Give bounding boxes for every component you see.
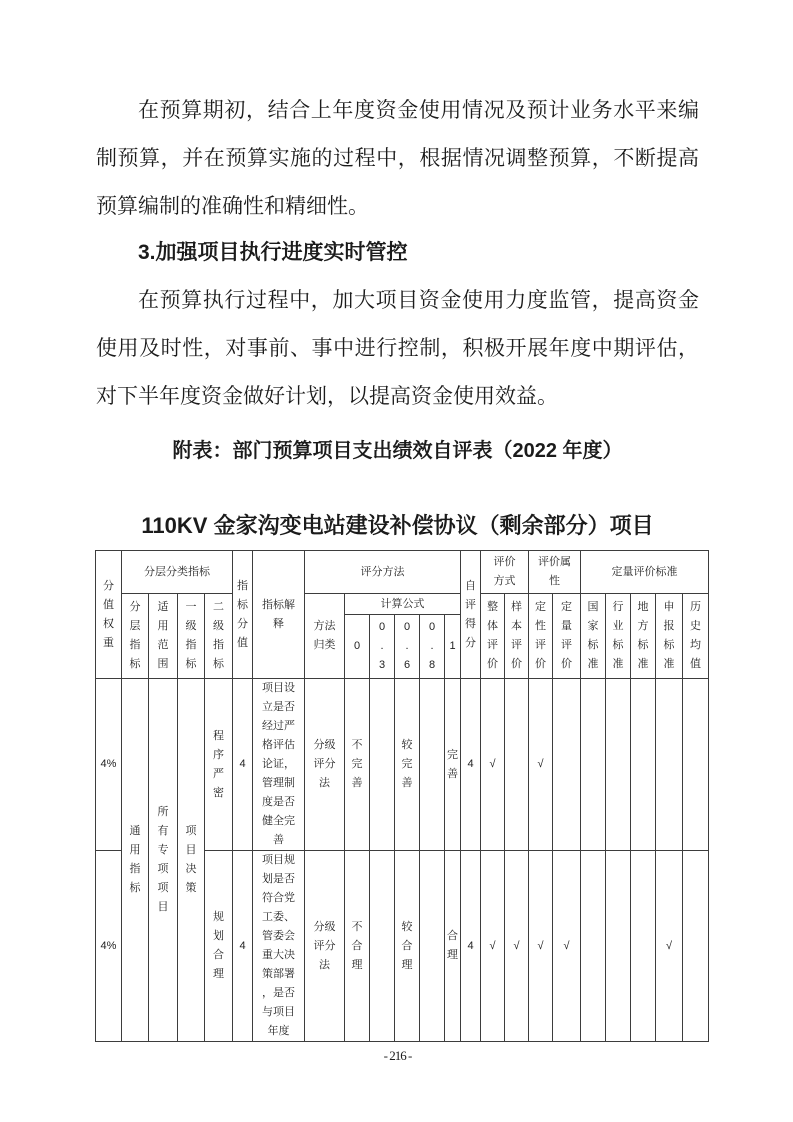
cell-history-check: [683, 679, 709, 851]
cell-scope: 所有专项项目: [149, 679, 178, 1042]
header-row-2: [96, 594, 709, 615]
cell-national-check: [581, 679, 606, 851]
cell-f03: [370, 679, 395, 851]
header-formula-06: 0.6: [395, 615, 420, 679]
cell-f1: 完善: [445, 679, 461, 851]
cell-quantitative-check: √: [553, 851, 581, 1042]
cell-history-check: [683, 851, 709, 1042]
cell-indicator-score: 4: [233, 851, 253, 1042]
header-formula-0: 0: [345, 615, 370, 679]
page-number: - 216 -: [383, 1048, 412, 1063]
header-quantitative-eval: 定量评价: [553, 594, 581, 679]
header-level1: 一级指标: [178, 594, 205, 679]
cell-f0: 不完善: [345, 679, 370, 851]
cell-local-check: [631, 679, 656, 851]
header-overall-eval: 整体评价: [481, 594, 505, 679]
header-scoring-method: 评分方法: [305, 551, 461, 594]
cell-self-score: 4: [461, 679, 481, 851]
appendix-title: 附表：部门预算项目支出绩效自评表（2022 年度）: [172, 440, 623, 462]
cell-overall-check: √: [481, 851, 505, 1042]
cell-f08: [420, 679, 445, 851]
table-row-procedure: [96, 679, 709, 851]
cell-self-score: 4: [461, 851, 481, 1042]
cell-f0: 不合理: [345, 851, 370, 1042]
cell-industry-check: [606, 851, 631, 1042]
header-eval-mode: 评价方式: [481, 551, 529, 594]
cell-overall-check: √: [481, 679, 505, 851]
cell-layered-indicator: 通用指标: [122, 679, 149, 1042]
cell-f06: 较完善: [395, 679, 420, 851]
header-sample-eval: 样本评价: [505, 594, 529, 679]
paragraph-budget-execution: 在预算执行过程中，加大项目资金使用力度监管，提高资金使用及时性，对事前、事中进行控制，积极开展年度中期评估，对下半年度资金做好计划，以提高资金使用效益。: [96, 288, 699, 408]
cell-declared-check: [656, 679, 683, 851]
cell-weight: 4%: [96, 679, 122, 851]
header-score-weight: 分值权重: [96, 551, 122, 679]
cell-industry-check: [606, 679, 631, 851]
cell-f1: 合理: [445, 851, 461, 1042]
header-local-standard: 地方标准: [631, 594, 656, 679]
header-history-average: 历史均值: [683, 594, 709, 679]
header-layered-indicator: 分层指标: [122, 594, 149, 679]
cell-national-check: [581, 851, 606, 1042]
header-quant-standard-group: 定量评价标准: [581, 551, 709, 594]
cell-f06: 较合理: [395, 851, 420, 1042]
cell-sample-check: √: [505, 851, 529, 1042]
heading-section-3: 3.加强项目执行进度实时管控: [138, 241, 408, 264]
cell-qualitative-check: √: [529, 679, 553, 851]
header-formula-03: 0.3: [370, 615, 395, 679]
cell-f03: [370, 851, 395, 1042]
cell-sample-check: [505, 679, 529, 851]
header-level2: 二级指标: [205, 594, 233, 679]
performance-self-evaluation-table: [95, 550, 709, 1042]
cell-level2: 规划合理: [205, 851, 233, 1042]
header-row-1: [96, 551, 709, 594]
cell-method: 分级评分法: [305, 679, 345, 851]
cell-level2: 程序严密: [205, 679, 233, 851]
cell-level1: 项目决策: [178, 679, 205, 1042]
header-method-class: 方法归类: [305, 594, 345, 679]
cell-explanation: 项目规划是否符合党工委、管委会重大决策部署，是否与项目年度: [253, 851, 305, 1042]
header-self-score: 自评得分: [461, 551, 481, 679]
header-formula-1: 1: [445, 615, 461, 679]
cell-qualitative-check: √: [529, 851, 553, 1042]
header-industry-standard: 行业标准: [606, 594, 631, 679]
header-eval-attr: 评价属性: [529, 551, 581, 594]
cell-weight: 4%: [96, 851, 122, 1042]
cell-method: 分级评分法: [305, 851, 345, 1042]
header-scope: 适用范围: [149, 594, 178, 679]
cell-explanation: 项目设立是否经过严格评估论证，管理制度是否健全完善: [253, 679, 305, 851]
cell-f08: [420, 851, 445, 1042]
header-formula-08: 0.8: [420, 615, 445, 679]
cell-local-check: [631, 851, 656, 1042]
cell-quantitative-check: [553, 679, 581, 851]
header-explanation: 指标解释: [253, 551, 305, 679]
header-national-standard: 国家标准: [581, 594, 606, 679]
header-formula: 计算公式: [345, 594, 461, 615]
header-qualitative-eval: 定性评价: [529, 594, 553, 679]
header-layered-group: 分层分类指标: [122, 551, 233, 594]
paragraph-budget-preparation: 在预算期初，结合上年度资金使用情况及预计业务水平来编制预算，并在预算实施的过程中，根据情况调整预算，不断提高预算编制的准确性和精细性。: [96, 98, 699, 218]
header-indicator-score: 指标分值: [233, 551, 253, 679]
table-title: 110KV 金家沟变电站建设补偿协议（剩余部分）项目: [141, 513, 654, 538]
cell-indicator-score: 4: [233, 679, 253, 851]
header-declared-standard: 申报标准: [656, 594, 683, 679]
cell-declared-check: √: [656, 851, 683, 1042]
